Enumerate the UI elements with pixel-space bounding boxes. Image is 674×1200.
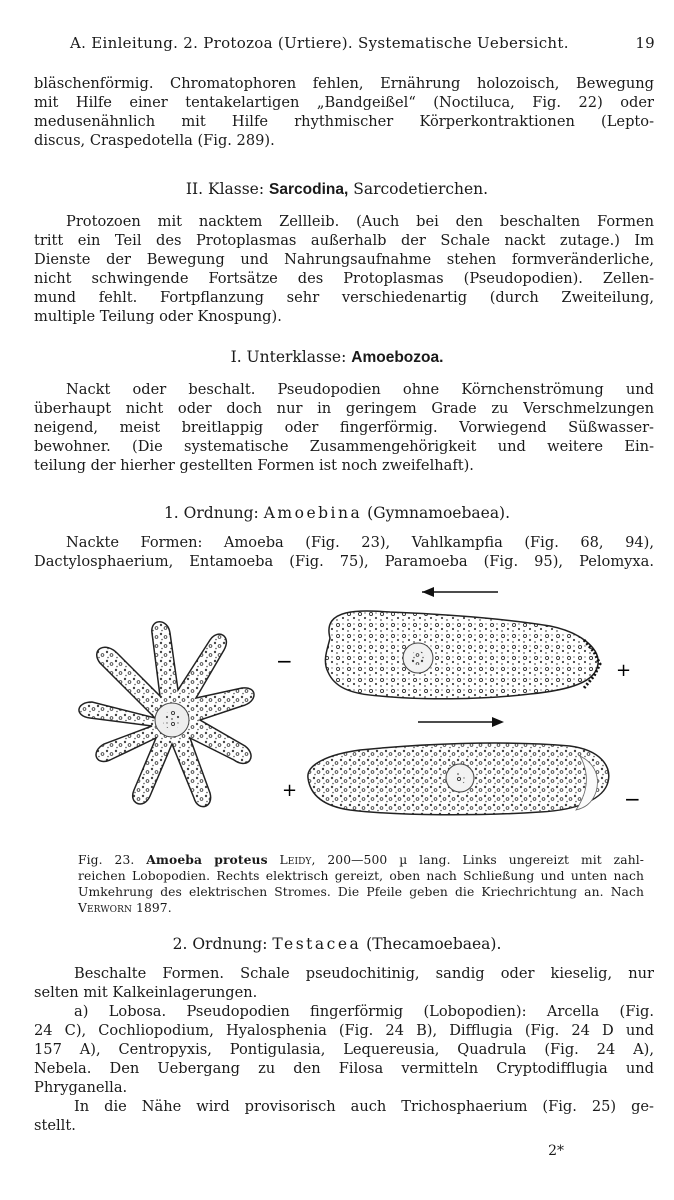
order2-heading-name: Testacea <box>272 935 362 953</box>
text-line: multiple Teilung oder Knospung). <box>34 308 282 325</box>
text-line: a) Lobosa. Pseudopodien fingerförmig (Lobopodien): Arcella (Fig. <box>74 1003 654 1020</box>
minus-label: − <box>276 649 293 673</box>
text-line: teilung der hierher gestellten Formen ist noch zweifelhaft). <box>34 457 474 474</box>
text-line: 157 A), Centropyxis, Pontigulasia, Lequereusia, Quadrula (Fig. 24 A), <box>34 1041 654 1058</box>
figure-caption <box>78 852 644 916</box>
intro-paragraph <box>34 74 654 150</box>
text-line: Nackt oder beschalt. Pseudopodien ohne Körnchenströmung und <box>66 381 654 398</box>
plus-label: + <box>282 780 298 801</box>
text-line: bewohner. (Die systematische Zusammengehörigkeit und weitere Ein- <box>34 438 654 455</box>
order2-paragraph <box>34 964 654 1135</box>
text-line: medusenähnlich mit Hilfe rhythmischer Körperkontraktionen (Lepto- <box>34 113 654 130</box>
order1-paragraph <box>34 533 654 571</box>
caption-line <box>78 852 644 868</box>
class-paragraph <box>34 212 654 326</box>
text-line: bläschenförmig. Chromatophoren fehlen, Ernährung holozoisch, Bewegung <box>34 75 654 92</box>
class-heading-prefix: II. Klasse: <box>185 180 265 198</box>
text-line: mit Hilfe einer tentakelartigen „Bandgeißel“ (Noctiluca, Fig. 22) oder <box>34 94 654 111</box>
caption-reference-author: Verworn <box>78 901 133 915</box>
text-line: Nebela. Den Uebergang zu den Filosa vermitteln Cryptodifflugia und <box>34 1060 654 1077</box>
order2-heading-suffix: (Thecamoebaea). <box>366 935 502 953</box>
caption-line: reichen Lobopodien. Rechts elektrisch gereizt, oben nach Schließung und unten nach <box>78 869 644 883</box>
caption-text: Links ungereizt mit zahl- <box>462 853 645 867</box>
class-heading-name: Sarcodina, <box>269 181 349 198</box>
amoeba-stimulated-reversed-current <box>308 743 609 815</box>
text-line: selten mit Kalkeinlagerungen. <box>34 984 258 1001</box>
caption-figure-number: Fig. 23. <box>78 853 135 867</box>
running-header <box>70 34 655 56</box>
text-line: Dienste der Bewegung und Nahrungsaufnahme stehen formveränderliche, <box>34 251 654 268</box>
text-line: Beschalte Formen. Schale pseudochitinig, sandig oder kieselig, nur <box>74 965 654 982</box>
text-line: 24 C), Cochliopodium, Hyalosphenia (Fig. 24 B), Difflugia (Fig. 24 D und <box>34 1022 654 1039</box>
class-heading <box>0 180 674 199</box>
text-line: neigend, meist breitlappig oder fingerförmig. Vorwiegend Süßwasser- <box>34 419 654 436</box>
order1-heading-prefix: 1. Ordnung: <box>163 504 259 522</box>
page-number: 19 <box>635 34 655 52</box>
text-line: Dactylosphaerium, Entamoeba (Fig. 75), Paramoeba (Fig. 95), Pelomyxa. <box>34 553 654 570</box>
text-line: In die Nähe wird provisorisch auch Trichosphaerium (Fig. 25) ge- <box>74 1098 654 1115</box>
order2-heading <box>0 935 674 953</box>
text-line: Protozoen mit nacktem Zellleib. (Auch bei den beschalten Formen <box>66 213 654 230</box>
text-line: Nackte Formen: Amoeba (Fig. 23), Vahlkampfia (Fig. 68, 94), <box>66 534 654 551</box>
amoeba-proteus-figure <box>60 578 650 840</box>
caption-line <box>78 900 644 916</box>
amoeba-stimulated-closed-circuit <box>325 611 600 699</box>
text-line: stellt. <box>34 1117 76 1134</box>
caption-reference-year: 1897. <box>136 901 172 915</box>
text-line: mund fehlt. Fortpflanzung sehr verschiedenartig (durch Zweiteilung, <box>34 289 654 306</box>
text-line: überhaupt nicht oder doch nur in geringem Grade zu Verschmelzungen <box>34 400 654 417</box>
amoeba-unstimulated <box>79 622 254 807</box>
minus-label: − <box>624 787 641 811</box>
order1-heading-name: Amoebina <box>263 504 363 522</box>
plus-label: + <box>616 660 632 681</box>
header-title: A. Einleitung. 2. Protozoa (Urtiere). Systematische Uebersicht. <box>70 34 569 52</box>
text-line: discus, Craspedotella (Fig. 289). <box>34 132 275 149</box>
text-line: nicht schwingende Fortsätze des Protoplasmas (Pseudopodien). Zellen- <box>34 270 654 287</box>
subclass-heading-name: Amoebozoa. <box>351 349 444 366</box>
order2-heading-prefix: 2. Ordnung: <box>172 935 268 953</box>
crawl-direction-arrow-left <box>422 587 498 597</box>
subclass-paragraph <box>34 380 654 475</box>
order1-heading <box>0 504 674 522</box>
class-heading-suffix: Sarcodetierchen. <box>353 180 489 198</box>
text-line: Phryganella. <box>34 1079 128 1096</box>
crawl-direction-arrow-right <box>418 717 504 727</box>
caption-species: Amoeba proteus <box>146 852 268 867</box>
signature-mark: 2* <box>548 1143 564 1159</box>
subclass-heading <box>0 348 674 367</box>
text-line: tritt ein Teil des Protoplasmas außerhalb der Schale nackt zutage.) Im <box>34 232 654 249</box>
subclass-heading-prefix: I. Unterklasse: <box>230 348 347 366</box>
caption-size: 200—500 µ lang. <box>327 853 451 867</box>
caption-author: Leidy, <box>279 853 316 867</box>
order1-heading-suffix: (Gymnamoebaea). <box>367 504 511 522</box>
caption-line: Umkehrung des elektrischen Stromes. Die Pfeile geben die Kriechrichtung an. Nach <box>78 885 644 899</box>
